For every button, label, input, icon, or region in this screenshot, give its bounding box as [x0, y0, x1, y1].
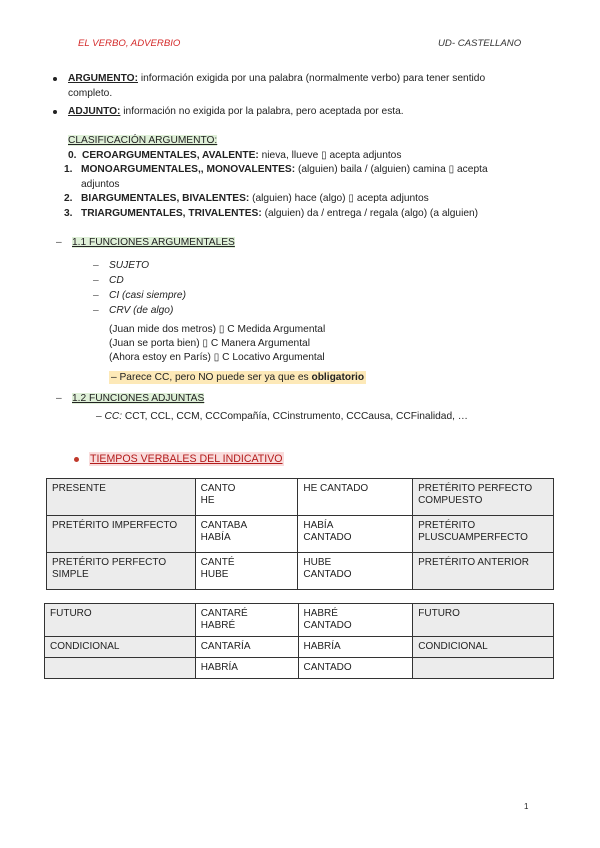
table-cell — [45, 658, 196, 679]
example-line: (Juan mide dos metros) ▯ C Medida Argumental — [109, 324, 326, 335]
bullet-dot — [74, 457, 79, 462]
definition-argumento-cont: completo. — [68, 88, 113, 99]
verb-table-2 — [44, 603, 554, 679]
table-row — [45, 604, 554, 637]
term-argumento: ARGUMENTO: — [68, 73, 138, 84]
header-title-left: EL VERBO, ADVERBIO — [78, 38, 181, 49]
table-row — [47, 479, 554, 516]
table-cell: PRETÉRITO ANTERIOR — [413, 553, 554, 590]
table-cell: PRETÉRITO PERFECTO COMPUESTO — [413, 479, 554, 516]
funcion-item: – CRV (de algo) — [93, 305, 174, 316]
definition-text: información no exigida por la palabra, pero aceptada por esta. — [120, 106, 404, 117]
table-row — [45, 637, 554, 658]
table-cell: PRESENTE — [47, 479, 196, 516]
funcion-item: – CI (casi siempre) — [93, 290, 186, 301]
bullet-dot — [53, 77, 57, 81]
clasificacion-item-0: 0. CEROARGUMENTALES, AVALENTE: nieva, llueve ▯ acepta adjuntos — [68, 150, 402, 161]
table-cell: CANTARÉ HABRÉ — [195, 604, 298, 637]
table-cell — [413, 658, 554, 679]
table-cell: CANTÉ HUBE — [195, 553, 298, 590]
table-row — [45, 658, 554, 679]
clasificacion-item-3: 3. TRIARGUMENTALES, TRIVALENTES: (alguien) da / entrega / regala (algo) (a alguien) — [64, 208, 479, 219]
dash-marker: – — [56, 393, 62, 404]
table-cell: HUBE CANTADO — [298, 553, 413, 590]
table-cell: FUTURO — [413, 604, 554, 637]
adjuntas-cc-line: – CC: CCT, CCL, CCM, CCCompañía, CCinstrumento, CCCausa, CCFinalidad, … — [96, 411, 468, 422]
clasificacion-item-2: 2. BIARGUMENTALES, BIVALENTES: (alguien) hace (algo) ▯ acepta adjuntos — [64, 193, 429, 204]
clasificacion-item-1-cont: adjuntos — [81, 179, 120, 190]
example-line: (Juan se porta bien) ▯ C Manera Argumental — [109, 338, 310, 349]
header-title-right: UD- CASTELLANO — [438, 38, 522, 49]
clasificacion-title: CLASIFICACIÓN ARGUMENTO: — [68, 135, 218, 146]
funciones-argumentales-heading — [56, 236, 235, 250]
table-cell: CANTABA HABÍA — [195, 516, 298, 553]
clasificacion-item-1: 1. MONOARGUMENTALES,, MONOVALENTES: (alguien) baila / (alguien) camina ▯ acepta — [64, 164, 488, 175]
example-line: (Ahora estoy en París) ▯ C Locativo Argumental — [109, 352, 325, 363]
table-row — [47, 516, 554, 553]
table-cell: HABRÉ CANTADO — [298, 604, 413, 637]
table-row — [47, 553, 554, 590]
table-cell: CANTADO — [298, 658, 413, 679]
funcion-item: – SUJETO — [93, 260, 150, 271]
dash-marker: – — [56, 237, 62, 248]
tiempos-verbales-title: TIEMPOS VERBALES DEL INDICATIVO — [90, 453, 283, 465]
table-cell: PRETÉRITO PLUSCUAMPERFECTO — [413, 516, 554, 553]
table-cell: CONDICIONAL — [45, 637, 196, 658]
page-number: 1 — [524, 802, 529, 811]
definition-adjunto — [68, 105, 404, 119]
table-cell: HABÍA CANTADO — [298, 516, 413, 553]
funcion-item: – CD — [93, 275, 124, 286]
section-title: 1.2 FUNCIONES ADJUNTAS — [72, 393, 205, 404]
funciones-adjuntas-heading — [56, 392, 204, 406]
table-cell: HABRÍA — [298, 637, 413, 658]
table-cell: CANTO HE — [195, 479, 298, 516]
table-cell: CANTARÍA — [195, 637, 298, 658]
table-cell: PRETÉRITO IMPERFECTO — [47, 516, 196, 553]
table-cell: PRETÉRITO PERFECTO SIMPLE — [47, 553, 196, 590]
table-cell: HABRÍA — [195, 658, 298, 679]
section-title: 1.1 FUNCIONES ARGUMENTALES — [72, 237, 235, 248]
table-cell: HE CANTADO — [298, 479, 413, 516]
bullet-dot — [53, 110, 57, 114]
verb-table-1 — [46, 478, 554, 590]
definition-text: información exigida por una palabra (normalmente verbo) para tener sentido — [138, 73, 486, 84]
obligatorio-note: – Parece CC, pero NO puede ser ya que es obligatorio — [111, 372, 365, 383]
definition-argumento — [68, 72, 485, 86]
term-adjunto: ADJUNTO: — [68, 106, 121, 117]
table-cell: FUTURO — [45, 604, 196, 637]
table-cell: CONDICIONAL — [413, 637, 554, 658]
